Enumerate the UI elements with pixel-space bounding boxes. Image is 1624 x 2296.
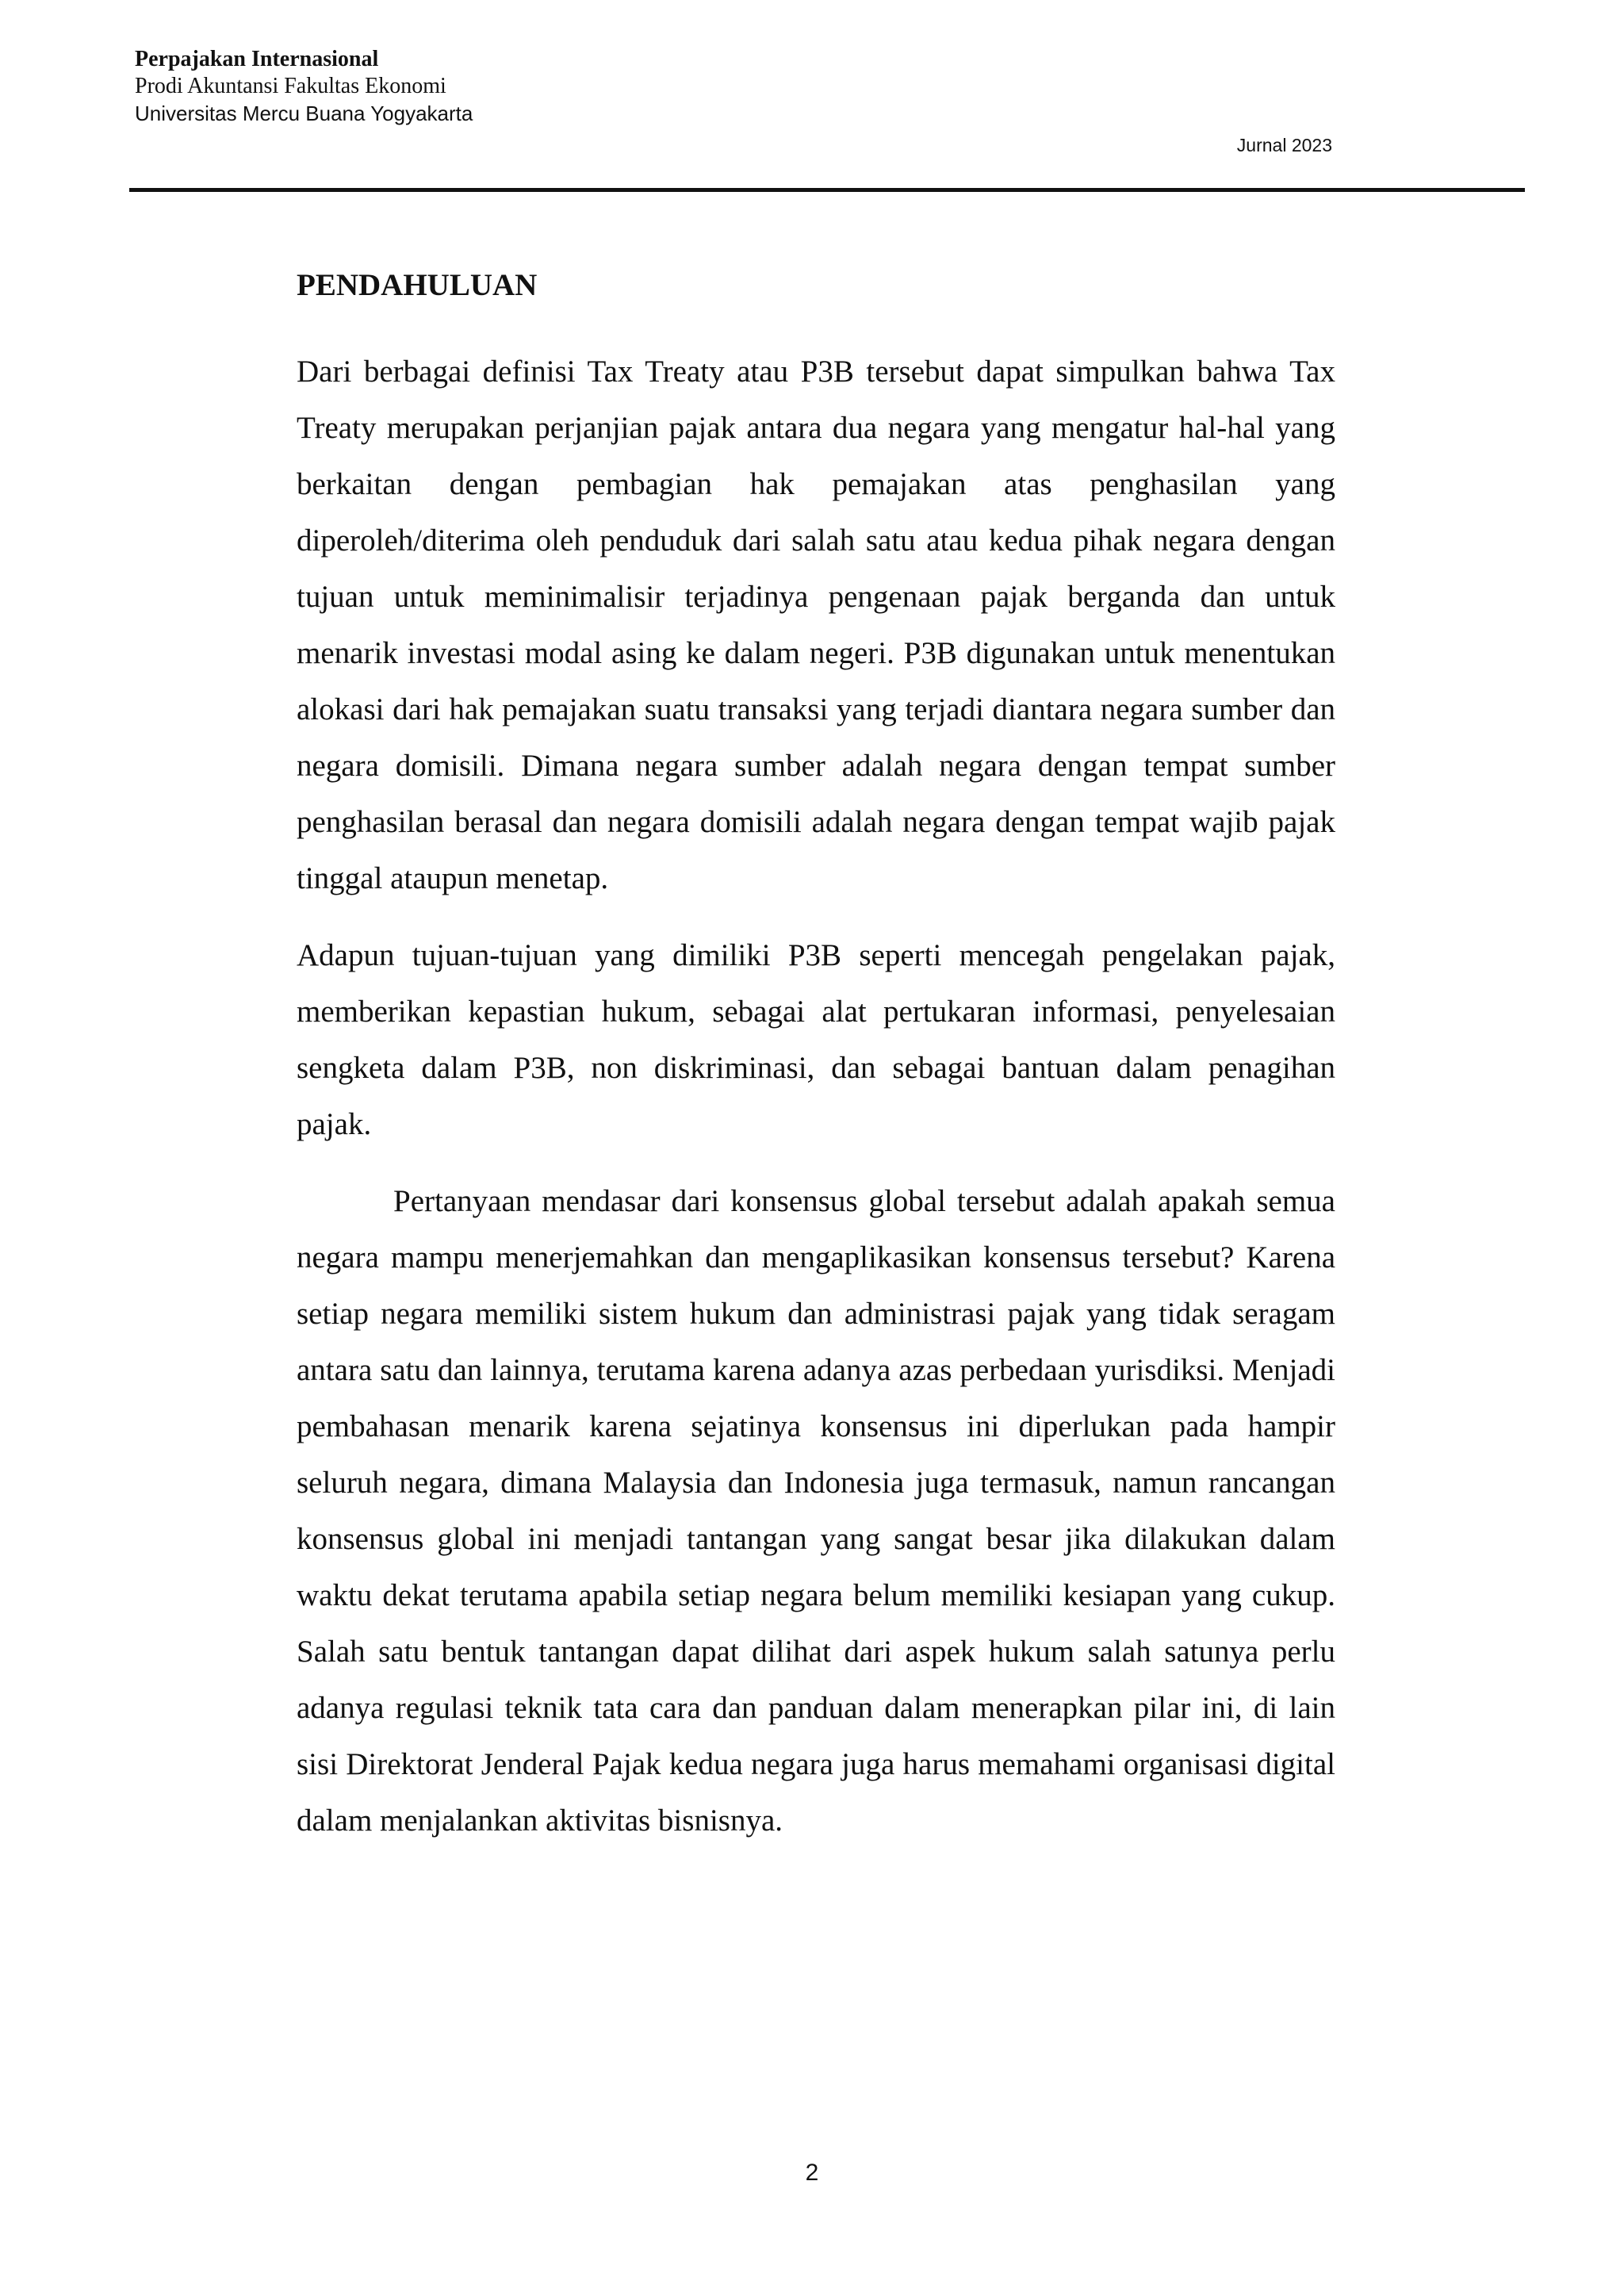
university-name: Universitas Mercu Buana Yogyakarta (135, 102, 473, 125)
running-header (135, 46, 1340, 127)
main-content (297, 266, 1335, 1869)
program-name: Prodi Akuntansi Fakultas Ekonomi (135, 74, 446, 98)
paragraph: Adapun tujuan-tujuan yang dimiliki P3B seperti mencegah pengelakan pajak, memberikan kepastian hukum, sebagai alat pertukaran informasi, penyelesaian sengketa dalam P3B, non diskriminasi, dan sebagai bantuan dalam penagihan pajak. (297, 938, 1335, 1141)
header-divider (129, 188, 1525, 192)
paragraph: Pertanyaan mendasar dari konsensus global tersebut adalah apakah semua negara mampu menerjemahkan dan mengaplikasikan konsensus tersebut? Karena setiap negara memiliki sistem hukum dan administrasi pajak yang tidak seragam antara satu dan lainnya, terutama karena adanya azas perbedaan yurisdiksi. Menjadi pembahasan menarik karena sejatinya konsensus ini diperlukan pada hampir seluruh negara, dimana Malaysia dan Indonesia juga termasuk, namun rancangan konsensus global ini menjadi tantangan yang sangat besar jika dilakukan dalam waktu dekat terutama apabila setiap negara belum memiliki kesiapan yang cukup. Salah satu bentuk tantangan dapat dilihat dari aspek hukum salah satunya perlu adanya regulasi teknik tata cara dan panduan dalam menerapkan pilar ini, di lain sisi Direktorat Jenderal Pajak kedua negara juga harus memahami organisasi digital dalam menjalankan aktivitas bisnisnya. (297, 1184, 1335, 1838)
section-title: PENDAHULUAN (297, 268, 538, 302)
paragraph: Dari berbagai definisi Tax Treaty atau P3B tersebut dapat simpulkan bahwa Tax Treaty merupakan perjanjian pajak antara dua negara yang mengatur hal-hal yang berkaitan dengan pembagian hak pemajakan atas penghasilan yang diperoleh/diterima oleh penduduk dari salah satu atau kedua pihak negara dengan tujuan untuk meminimalisir terjadinya pengenaan pajak berganda dan untuk menarik investasi modal asing ke dalam negeri. P3B digunakan untuk menentukan alokasi dari hak pemajakan suatu transaksi yang terjadi diantara negara sumber dan negara domisili. Dimana negara sumber adalah negara dengan tempat sumber penghasilan berasal dan negara domisili adalah negara dengan tempat wajib pajak tinggal ataupun menetap. (297, 355, 1335, 895)
journal-year: Jurnal 2023 (1236, 135, 1332, 155)
page-number: 2 (805, 2160, 819, 2186)
journal-name: Perpajakan Internasional (135, 47, 379, 71)
